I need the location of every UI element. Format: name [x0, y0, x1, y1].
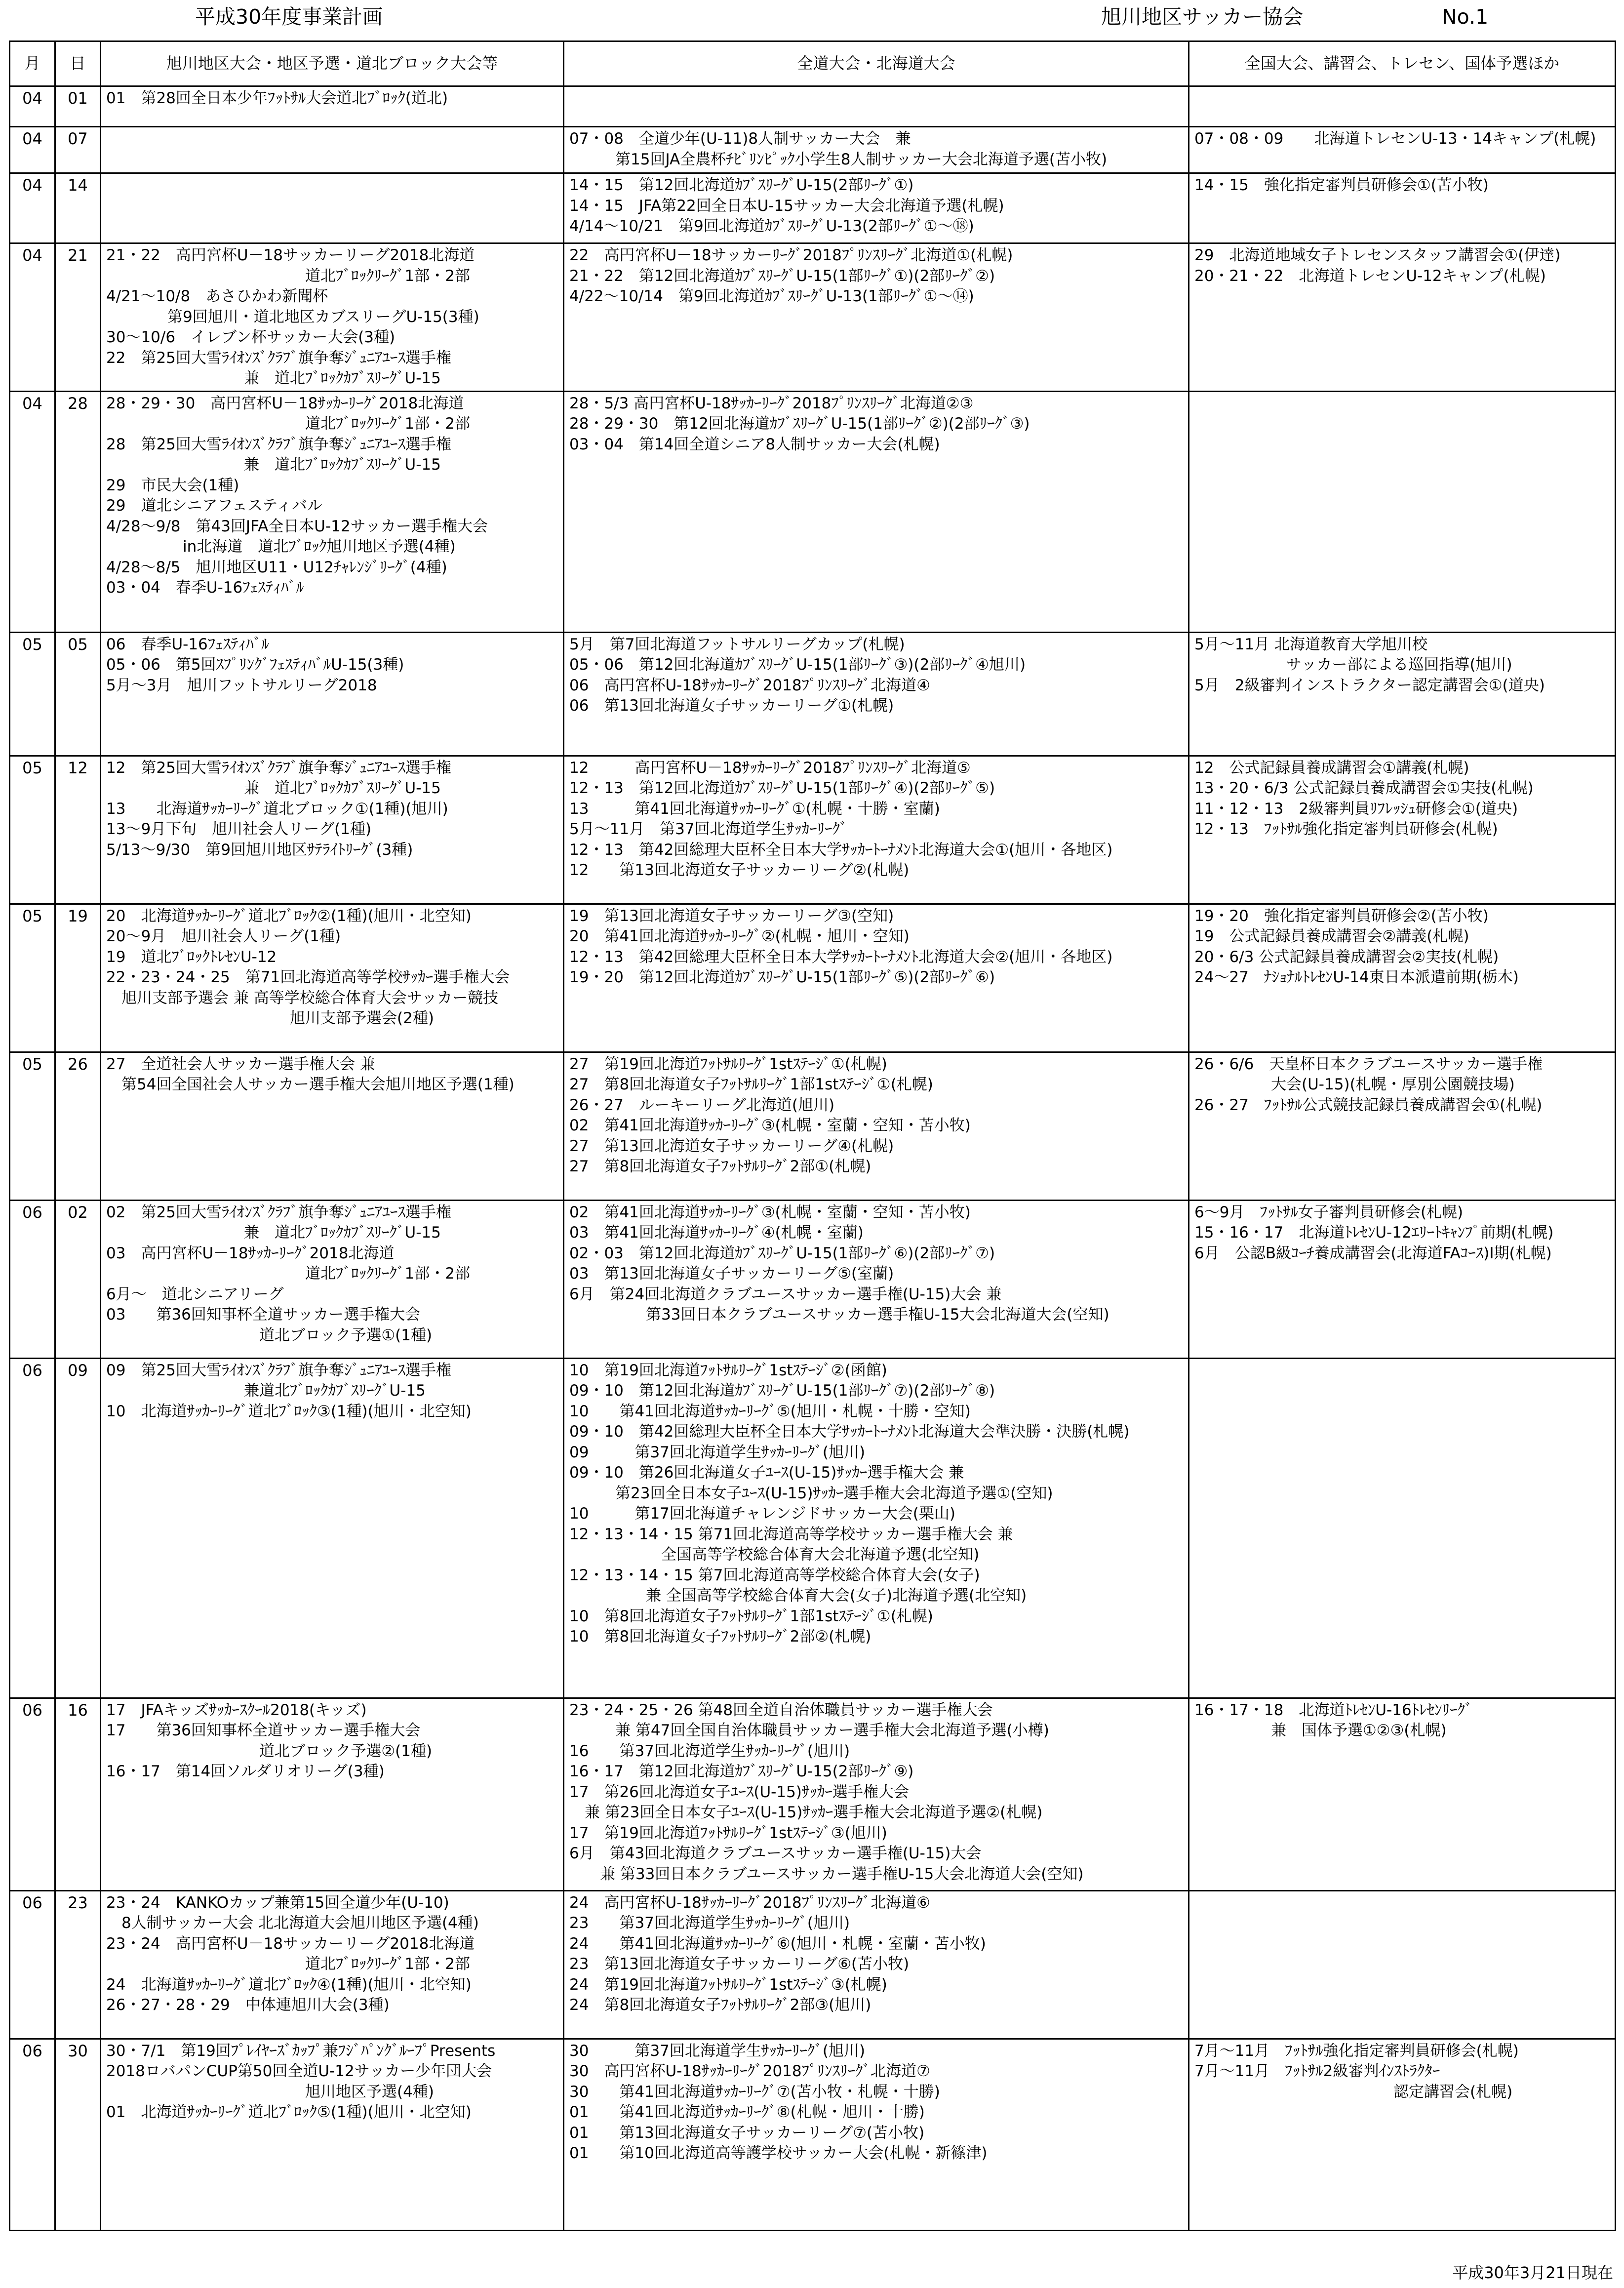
event-line: 22・23・24・25 第71回北海道高等学校ｻｯｶｰ選手権大会 [106, 968, 510, 986]
event-line: 01 第41回北海道ｻｯｶｰﾘｰｸﾞ⑧(札幌・旭川・十勝) [569, 2103, 925, 2121]
month-cell: 06 [10, 1358, 55, 1698]
event-line: 12・13 第12回北海道ｶﾌﾞｽﾘｰｸﾞU-15(1部ﾘｰｸﾞ④)(2部ﾘｰｸﾞ⑤) [569, 779, 995, 797]
column-header-day: 日 [55, 41, 101, 86]
table-row [10, 1890, 1616, 2039]
hokkaido-events-cell [564, 243, 1189, 392]
event-line: 28 第25回大雪ﾗｲｵﾝｽﾞｸﾗﾌﾞ旗争奪ｼﾞｭﾆｱﾕｰｽ選手権 [106, 435, 451, 453]
table-row [10, 1200, 1616, 1358]
table-row [10, 1358, 1616, 1698]
table-header-row [10, 41, 1616, 86]
event-line: 03・04 第14回全道シニア8人制サッカー大会(札幌) [569, 435, 940, 453]
event-line: 12・13 第42回総理大臣杯全日本大学ｻｯｶｰﾄｰﾅﾒﾝﾄ北海道大会①(旭川・各地区) [569, 841, 1113, 859]
event-line: 17 第26回北海道女子ﾕｰｽ(U-15)ｻｯｶｰ選手権大会 [569, 1783, 909, 1801]
event-line: 06 高円宮杯U-18ｻｯｶｰﾘｰｸﾞ2018ﾌﾟﾘﾝｽﾘｰｸﾞ北海道④ [569, 676, 930, 694]
month-cell: 04 [10, 86, 55, 127]
event-line: 12・13・14・15 第71回北海道高等学校サッカー選手権大会 兼 [569, 1525, 1013, 1543]
event-line: 29 北海道地域女子トレセンスタッフ講習会①(伊達) [1194, 246, 1561, 264]
hokkaido-events-cell [564, 1200, 1189, 1358]
event-line: 02・03 第12回北海道ｶﾌﾞｽﾘｰｸﾞU-15(1部ﾘｰｸﾞ⑥)(2部ﾘｰｸﾞ⑦) [569, 1244, 995, 1262]
day-cell: 09 [55, 1358, 101, 1698]
event-line: 10 第8回北海道女子ﾌｯﾄｻﾙﾘｰｸﾞ1部1stｽﾃｰｼﾞ①(札幌) [569, 1607, 933, 1625]
column-header-local: 旭川地区大会・地区予選・道北ブロック大会等 [101, 41, 564, 86]
event-line: 14・15 第12回北海道ｶﾌﾞｽﾘｰｸﾞU-15(2部ﾘｰｸﾞ①) [569, 176, 914, 194]
national-events-cell [1189, 391, 1616, 632]
event-line: 兼 全国高等学校総合体育大会(女子)北海道予選(北空知) [569, 1587, 1027, 1605]
local-events-cell [101, 86, 564, 127]
event-line: 17 JFAキッズｻｯｶｰｽｸｰﾙ2018(キッズ) [106, 1701, 367, 1719]
event-line: 5月～11月 第37回北海道学生ｻｯｶｰﾘｰｸﾞ [569, 820, 848, 838]
table-row [10, 86, 1616, 127]
event-line: 7月～11月 ﾌｯﾄｻﾙ2級審判ｲﾝｽﾄﾗｸﾀｰ [1194, 2062, 1440, 2080]
event-line: 4/28～9/8 第43回JFA全日本U-12サッカー選手権大会 [106, 517, 488, 535]
event-line: 27 全道社会人サッカー選手権大会 兼 [106, 1055, 375, 1073]
event-line: 23・24 KANKOカップ兼第15回全道少年(U-10) [106, 1893, 449, 1912]
event-line: 30・7/1 第19回ﾌﾟﾚｲﾔｰｽﾞｶｯﾌﾟ兼ﾌｼﾞﾊﾟﾝｸﾞﾙｰﾌﾟPresents [106, 2042, 496, 2060]
event-line: 09 第25回大雪ﾗｲｵﾝｽﾞｸﾗﾌﾞ旗争奪ｼﾞｭﾆｱﾕｰｽ選手権 [106, 1361, 451, 1379]
event-line: 06 春季U-16ﾌｪｽﾃｨﾊﾞﾙ [106, 635, 269, 653]
event-line: 05・06 第5回ｽﾌﾟﾘﾝｸﾞﾌｪｽﾃｨﾊﾞﾙU-15(3種) [106, 656, 404, 674]
hokkaido-events-cell [564, 86, 1189, 127]
event-line: 6～9月 ﾌｯﾄｻﾙ女子審判員研修会(札幌) [1194, 1203, 1464, 1221]
event-line: 旭川支部予選会(2種) [106, 1009, 434, 1027]
table-row [10, 173, 1616, 243]
event-line: 03 第41回北海道ｻｯｶｰﾘｰｸﾞ④(札幌・室蘭) [569, 1224, 864, 1242]
month-cell: 04 [10, 243, 55, 392]
event-line: 26・27 ルーキーリーグ北海道(旭川) [569, 1096, 835, 1114]
table-row [10, 243, 1616, 392]
event-line: 02 第41回北海道ｻｯｶｰﾘｰｸﾞ③(札幌・室蘭・空知・苫小牧) [569, 1203, 971, 1221]
event-line: 09・10 第42回総理大臣杯全日本大学ｻｯｶｰﾄｰﾅﾒﾝﾄ北海道大会準決勝・決勝(札幌) [569, 1423, 1130, 1441]
month-cell: 05 [10, 904, 55, 1052]
column-header-hokkaido: 全道大会・北海道大会 [564, 41, 1189, 86]
event-line: 21・22 第12回北海道ｶﾌﾞｽﾘｰｸﾞU-15(1部ﾘｰｸﾞ①)(2部ﾘｰｸﾞ②) [569, 267, 995, 285]
event-line: 12・13 第42回総理大臣杯全日本大学ｻｯｶｰﾄｰﾅﾒﾝﾄ北海道大会②(旭川・各地区) [569, 948, 1113, 966]
event-line: 10 第41回北海道ｻｯｶｰﾘｰｸﾞ⑤(旭川・札幌・十勝・空知) [569, 1402, 971, 1420]
national-events-cell [1189, 1052, 1616, 1200]
event-line: 24 第8回北海道女子ﾌｯﾄｻﾙﾘｰｸﾞ2部③(旭川) [569, 1996, 871, 2014]
event-line: 24 第19回北海道ﾌｯﾄｻﾙﾘｰｸﾞ1stｽﾃｰｼﾞ③(札幌) [569, 1975, 887, 1994]
event-line: 19・20 第12回北海道ｶﾌﾞｽﾘｰｸﾞU-15(1部ﾘｰｸﾞ⑤)(2部ﾘｰｸﾞ⑥) [569, 968, 995, 986]
event-line: 5月～3月 旭川フットサルリーグ2018 [106, 676, 377, 694]
event-line: 13 第41回北海道ｻｯｶｰﾘｰｸﾞ①(札幌・十勝・室蘭) [569, 800, 940, 818]
national-events-cell [1189, 173, 1616, 243]
event-line: 兼 第33回日本クラブユースサッカー選手権U-15大会北海道大会(空知) [569, 1865, 1084, 1883]
month-cell: 06 [10, 2039, 55, 2230]
event-line: 第15回JA全農杯ﾁﾋﾞﾘﾝﾋﾟｯｸ小学生8人制サッカー大会北海道予選(苫小牧) [569, 150, 1108, 168]
event-line: 01 第13回北海道女子サッカーリーグ⑦(苫小牧) [569, 2124, 925, 2142]
local-events-cell [101, 243, 564, 392]
month-cell: 04 [10, 173, 55, 243]
event-line: 6月 公認B級ｺｰﾁ養成講習会(北海道FAｺｰｽ)Ⅰ期(札幌) [1194, 1244, 1552, 1262]
event-line: 道北ﾌﾞﾛｯｸﾘｰｸﾞ1部・2部 [106, 1955, 470, 1973]
event-line: 12・13 ﾌｯﾄｻﾙ強化指定審判員研修会(札幌) [1194, 820, 1498, 838]
local-events-cell [101, 904, 564, 1052]
event-line: 27 第13回北海道女子サッカーリーグ④(札幌) [569, 1137, 894, 1155]
day-cell: 28 [55, 391, 101, 632]
national-events-cell [1189, 1200, 1616, 1358]
event-line: 17 第36回知事杯全道サッカー選手権大会 [106, 1722, 421, 1739]
event-line: 27 第19回北海道ﾌｯﾄｻﾙﾘｰｸﾞ1stｽﾃｰｼﾞ①(札幌) [569, 1055, 887, 1073]
event-line: 28・5/3 高円宮杯U-18ｻｯｶｰﾘｰｸﾞ2018ﾌﾟﾘﾝｽﾘｰｸﾞ北海道②③ [569, 394, 974, 412]
event-line: 兼道北ﾌﾞﾛｯｸｶﾌﾞｽﾘｰｸﾞU-15 [106, 1382, 426, 1400]
local-events-cell [101, 1052, 564, 1200]
hokkaido-events-cell [564, 756, 1189, 904]
hokkaido-events-cell [564, 127, 1189, 173]
hokkaido-events-cell [564, 391, 1189, 632]
event-line: 26・6/6 天皇杯日本クラブユースサッカー選手権 [1194, 1055, 1543, 1073]
event-line: 10 第8回北海道女子ﾌｯﾄｻﾙﾘｰｸﾞ2部②(札幌) [569, 1628, 871, 1646]
table-row [10, 756, 1616, 904]
local-events-cell [101, 2039, 564, 2230]
event-line: 23・24・25・26 第48回全道自治体職員サッカー選手権大会 [569, 1701, 993, 1719]
event-line: 28・29・30 高円宮杯U－18ｻｯｶｰﾘｰｸﾞ2018北海道 [106, 394, 464, 412]
hokkaido-events-cell [564, 904, 1189, 1052]
event-line: 02 第41回北海道ｻｯｶｰﾘｰｸﾞ③(札幌・室蘭・空知・苫小牧) [569, 1117, 971, 1134]
event-line: 12 第25回大雪ﾗｲｵﾝｽﾞｸﾗﾌﾞ旗争奪ｼﾞｭﾆｱﾕｰｽ選手権 [106, 759, 451, 777]
national-events-cell [1189, 243, 1616, 392]
event-line: 12 公式記録員養成講習会①講義(札幌) [1194, 759, 1469, 777]
local-events-cell [101, 1890, 564, 2039]
event-line: 22 高円宮杯U－18サッカーﾘｰｸﾞ2018ﾌﾟﾘﾝｽﾘｰｸﾞ北海道①(札幌) [569, 246, 1013, 264]
event-line: 12 第13回北海道女子サッカーリーグ②(札幌) [569, 861, 910, 879]
event-line: 道北ﾌﾞﾛｯｸﾘｰｸﾞ1部・2部 [106, 415, 470, 433]
event-line: 11・12・13 2級審判員ﾘﾌﾚｯｼｭ研修会①(道央) [1194, 800, 1518, 818]
event-line: 24 高円宮杯U-18ｻｯｶｰﾘｰｸﾞ2018ﾌﾟﾘﾝｽﾘｰｸﾞ北海道⑥ [569, 1893, 930, 1912]
event-line: 09・10 第12回北海道ｶﾌﾞｽﾘｰｸﾞU-15(1部ﾘｰｸﾞ⑦)(2部ﾘｰｸﾞ⑧) [569, 1382, 995, 1400]
day-cell: 01 [55, 86, 101, 127]
day-cell: 02 [55, 1200, 101, 1358]
day-cell: 23 [55, 1890, 101, 2039]
event-line: 05・06 第12回北海道ｶﾌﾞｽﾘｰｸﾞU-15(1部ﾘｰｸﾞ③)(2部ﾘｰｸﾞ④旭川) [569, 656, 1026, 674]
event-line: 4/21～10/8 あさひかわ新聞杯 [106, 287, 328, 305]
event-line: 03 第36回知事杯全道サッカー選手権大会 [106, 1306, 421, 1324]
day-cell: 26 [55, 1052, 101, 1200]
event-line: 道北ブロック予選②(1種) [106, 1742, 433, 1760]
event-line: 09 第37回北海道学生ｻｯｶｰﾘｰｸﾞ(旭川) [569, 1443, 866, 1461]
hokkaido-events-cell [564, 2039, 1189, 2230]
table-row [10, 127, 1616, 173]
page-number: No.1 [1442, 5, 1489, 29]
event-line: 23 第37回北海道学生ｻｯｶｰﾘｰｸﾞ(旭川) [569, 1914, 850, 1932]
event-line: 第54回全国社会人サッカー選手権大会旭川地区予選(1種) [106, 1076, 515, 1093]
event-line: 19 道北ﾌﾞﾛｯｸﾄﾚｾﾝU-12 [106, 948, 277, 966]
national-events-cell [1189, 632, 1616, 756]
event-line: 30 第41回北海道ｻｯｶｰﾘｰｸﾞ⑦(苫小牧・札幌・十勝) [569, 2083, 940, 2101]
local-events-cell [101, 127, 564, 173]
event-line: 16・17・18 北海道ﾄﾚｾﾝU-16ﾄﾚｾﾝﾘｰｸﾞ [1194, 1701, 1473, 1719]
event-line: 2018ロバパンCUP第50回全道U-12サッカー少年団大会 [106, 2062, 492, 2080]
event-line: 10 第19回北海道ﾌｯﾄｻﾙﾘｰｸﾞ1stｽﾃｰｼﾞ②(函館) [569, 1361, 887, 1379]
event-line: 23・24 高円宮杯U－18サッカーリーグ2018北海道 [106, 1934, 475, 1953]
event-line: 22 第25回大雪ﾗｲｵﾝｽﾞｸﾗﾌﾞ旗争奪ｼﾞｭﾆｱﾕｰｽ選手権 [106, 349, 451, 367]
event-line: 20・6/3 公式記録員養成講習会②実技(札幌) [1194, 948, 1499, 966]
month-cell: 04 [10, 127, 55, 173]
event-line: 道北ﾌﾞﾛｯｸﾘｰｸﾞ1部・2部 [106, 267, 470, 285]
event-line: 01 北海道ｻｯｶｰﾘｰｸﾞ道北ﾌﾞﾛｯｸ⑤(1種)(旭川・北空知) [106, 2103, 472, 2121]
event-line: 06 第13回北海道女子サッカーリーグ①(札幌) [569, 697, 894, 715]
hokkaido-events-cell [564, 1358, 1189, 1698]
event-line: 30 高円宮杯U-18ｻｯｶｰﾘｰｸﾞ2018ﾌﾟﾘﾝｽﾘｰｸﾞ北海道⑦ [569, 2062, 930, 2080]
column-header-national: 全国大会、講習会、トレセン、国体予選ほか [1189, 41, 1616, 86]
national-events-cell [1189, 86, 1616, 127]
event-line: 29 道北シニアフェスティバル [106, 497, 322, 515]
event-line: 21・22 高円宮杯U－18サッカーリーグ2018北海道 [106, 246, 475, 264]
event-line: 13 北海道ｻｯｶｰﾘｰｸﾞ道北ブロック①(1種)(旭川) [106, 800, 448, 818]
event-line: 6月～ 道北シニアリーグ [106, 1285, 284, 1303]
event-line: 02 第25回大雪ﾗｲｵﾝｽﾞｸﾗﾌﾞ旗争奪ｼﾞｭﾆｱﾕｰｽ選手権 [106, 1203, 451, 1221]
event-line: 15・16・17 北海道ﾄﾚｾﾝU-12ｴﾘｰﾄｷｬﾝﾌﾟ前期(札幌) [1194, 1224, 1554, 1242]
table-row [10, 2039, 1616, 2230]
event-line: 20 北海道ｻｯｶｰﾘｰｸﾞ道北ﾌﾞﾛｯｸ②(1種)(旭川・北空知) [106, 907, 472, 925]
local-events-cell [101, 1358, 564, 1698]
event-line: 5/13～9/30 第9回旭川地区ｻﾃﾗｲﾄﾘｰｸﾞ(3種) [106, 841, 413, 859]
event-line: 30～10/6 イレブン杯サッカー大会(3種) [106, 328, 396, 346]
event-line: 20 第41回北海道ｻｯｶｰﾘｰｸﾞ②(札幌・旭川・空知) [569, 927, 910, 945]
event-line: 30 第37回北海道学生ｻｯｶｰﾘｰｸﾞ(旭川) [569, 2042, 866, 2060]
event-line: 29 市民大会(1種) [106, 476, 239, 494]
event-line: 09・10 第26回北海道女子ﾕｰｽ(U-15)ｻｯｶｰ選手権大会 兼 [569, 1464, 964, 1482]
event-line: 8人制サッカー大会 北北海道大会旭川地区予選(4種) [106, 1914, 479, 1932]
national-events-cell [1189, 1890, 1616, 2039]
event-line: 01 第28回全日本少年ﾌｯﾄｻﾙ大会道北ﾌﾞﾛｯｸ(道北) [106, 89, 448, 107]
event-line: 5月 2級審判インストラクター認定講習会①(道央) [1194, 676, 1545, 694]
event-line: 03 第13回北海道女子サッカーリーグ⑤(室蘭) [569, 1265, 894, 1283]
event-line: 16・17 第12回北海道ｶﾌﾞｽﾘｰｸﾞU-15(2部ﾘｰｸﾞ⑨) [569, 1763, 914, 1780]
event-line: 道北ブロック予選①(1種) [106, 1326, 433, 1344]
day-cell: 14 [55, 173, 101, 243]
month-cell: 06 [10, 1698, 55, 1890]
event-line: 6月 第24回北海道クラブユースサッカー選手権(U-15)大会 兼 [569, 1285, 1002, 1303]
event-line: 14・15 JFA第22回全日本U-15サッカー大会北海道予選(札幌) [569, 197, 1004, 215]
event-line: 24～27 ﾅｼｮﾅﾙﾄﾚｾﾝU-14東日本派遣前期(栃木) [1194, 968, 1519, 986]
event-line: 4/28～8/5 旭川地区U11・U12ﾁｬﾚﾝｼﾞﾘｰｸﾞ(4種) [106, 558, 447, 576]
event-line: 20・21・22 北海道トレセンU-12キャンプ(札幌) [1194, 267, 1546, 285]
event-line: 5月～11月 北海道教育大学旭川校 [1194, 635, 1428, 653]
event-line: 07・08 全道少年(U-11)8人制サッカー大会 兼 [569, 130, 911, 148]
event-line: 26・27 ﾌｯﾄｻﾙ公式競技記録員養成講習会①(札幌) [1194, 1096, 1543, 1114]
national-events-cell [1189, 2039, 1616, 2230]
event-line: 03・04 春季U-16ﾌｪｽﾃｨﾊﾞﾙ [106, 579, 304, 597]
event-line: in北海道 道北ﾌﾞﾛｯｸ旭川地区予選(4種) [106, 538, 456, 556]
month-cell: 06 [10, 1890, 55, 2039]
day-cell: 12 [55, 756, 101, 904]
schedule-body [10, 86, 1616, 2231]
event-line: 兼 道北ﾌﾞﾛｯｸｶﾌﾞｽﾘｰｸﾞU-15 [106, 369, 441, 387]
event-line: 07・08・09 北海道トレセンU-13・14キャンプ(札幌) [1194, 130, 1596, 148]
event-line: 28・29・30 第12回北海道ｶﾌﾞｽﾘｰｸﾞU-15(1部ﾘｰｸﾞ②)(2部ﾘｰｸﾞ③) [569, 415, 1030, 433]
table-row [10, 1052, 1616, 1200]
local-events-cell [101, 1698, 564, 1890]
national-events-cell [1189, 904, 1616, 1052]
event-line: 19 公式記録員養成講習会②講義(札幌) [1194, 927, 1469, 945]
event-line: 12 高円宮杯U－18ｻｯｶｰﾘｰｸﾞ2018ﾌﾟﾘﾝｽﾘｰｸﾞ北海道⑤ [569, 759, 971, 777]
event-line: 27 第8回北海道女子ﾌｯﾄｻﾙﾘｰｸﾞ1部1stｽﾃｰｼﾞ①(札幌) [569, 1076, 933, 1093]
event-line: 7月～11月 ﾌｯﾄｻﾙ強化指定審判員研修会(札幌) [1194, 2042, 1519, 2060]
national-events-cell [1189, 756, 1616, 904]
event-line: 26・27・28・29 中体連旭川大会(3種) [106, 1996, 390, 2014]
event-line: 第9回旭川・道北地区カブスリーグU-15(3種) [106, 308, 479, 326]
event-line: 認定講習会(札幌) [1194, 2083, 1513, 2101]
local-events-cell [101, 173, 564, 243]
event-line: 10 北海道ｻｯｶｰﾘｰｸﾞ道北ﾌﾞﾛｯｸ③(1種)(旭川・北空知) [106, 1402, 472, 1420]
hokkaido-events-cell [564, 1052, 1189, 1200]
day-cell: 19 [55, 904, 101, 1052]
hokkaido-events-cell [564, 1698, 1189, 1890]
event-line: 兼 道北ﾌﾞﾛｯｸｶﾌﾞｽﾘｰｸﾞU-15 [106, 779, 441, 797]
event-line: 20～9月 旭川社会人リーグ(1種) [106, 927, 341, 945]
event-line: 道北ﾌﾞﾛｯｸﾘｰｸﾞ1部・2部 [106, 1265, 470, 1283]
hokkaido-events-cell [564, 632, 1189, 756]
schedule-table [9, 40, 1616, 2231]
national-events-cell [1189, 127, 1616, 173]
day-cell: 05 [55, 632, 101, 756]
event-line: 兼 道北ﾌﾞﾛｯｸｶﾌﾞｽﾘｰｸﾞU-15 [106, 1224, 441, 1242]
event-line: 01 第10回北海道高等護学校サッカー大会(札幌・新篠津) [569, 2144, 988, 2162]
event-line: 兼 道北ﾌﾞﾛｯｸｶﾌﾞｽﾘｰｸﾞU-15 [106, 456, 441, 474]
event-line: 19 第13回北海道女子サッカーリーグ③(空知) [569, 907, 894, 925]
local-events-cell [101, 1200, 564, 1358]
event-line: 4/14～10/21 第9回北海道ｶﾌﾞｽﾘｰｸﾞU-13(2部ﾘｰｸﾞ①～⑱) [569, 217, 974, 235]
table-row [10, 904, 1616, 1052]
event-line: 16・17 第14回ソルダリオリーグ(3種) [106, 1763, 385, 1780]
event-line: サッカー部による巡回指導(旭川) [1194, 656, 1512, 674]
table-row [10, 1698, 1616, 1890]
local-events-cell [101, 632, 564, 756]
event-line: 大会(U-15)(札幌・厚別公園競技場) [1194, 1076, 1515, 1093]
national-events-cell [1189, 1698, 1616, 1890]
event-line: 5月 第7回北海道フットサルリーグカップ(札幌) [569, 635, 905, 653]
event-line: 23 第13回北海道女子サッカーリーグ⑥(苫小牧) [569, 1955, 910, 1973]
event-line: 旭川地区予選(4種) [106, 2083, 434, 2101]
event-line: 13～9月下旬 旭川社会人リーグ(1種) [106, 820, 372, 838]
event-line: 全国高等学校総合体育大会北海道予選(北空知) [569, 1546, 980, 1564]
month-cell: 04 [10, 391, 55, 632]
national-events-cell [1189, 1358, 1616, 1698]
event-line: 17 第19回北海道ﾌｯﾄｻﾙﾘｰｸﾞ1stｽﾃｰｼﾞ③(旭川) [569, 1824, 887, 1842]
event-line: 旭川支部予選会 兼 高等学校総合体育大会サッカー競技 [106, 989, 499, 1007]
event-line: 13・20・6/3 公式記録員養成講習会①実技(札幌) [1194, 779, 1534, 797]
event-line: 24 北海道ｻｯｶｰﾘｰｸﾞ道北ﾌﾞﾛｯｸ④(1種)(旭川・北空知) [106, 1975, 472, 1994]
event-line: 12・13・14・15 第7回北海道高等学校総合体育大会(女子) [569, 1566, 980, 1584]
event-line: 27 第8回北海道女子ﾌｯﾄｻﾙﾘｰｸﾞ2部①(札幌) [569, 1158, 871, 1175]
local-events-cell [101, 756, 564, 904]
event-line: 兼 第47回全国自治体職員サッカー選手権大会北海道予選(小樽) [569, 1722, 1049, 1739]
organization-name: 旭川地区サッカー協会 [1101, 5, 1304, 29]
table-row [10, 632, 1616, 756]
event-line: 03 高円宮杯U－18ｻｯｶｰﾘｰｸﾞ2018北海道 [106, 1244, 395, 1262]
event-line: 4/22～10/14 第9回北海道ｶﾌﾞｽﾘｰｸﾞU-13(1部ﾘｰｸﾞ①～⑭) [569, 287, 974, 305]
month-cell: 05 [10, 1052, 55, 1200]
day-cell: 30 [55, 2039, 101, 2230]
date-stamp: 平成30年3月21日現在 [1452, 2263, 1613, 2282]
hokkaido-events-cell [564, 1890, 1189, 2039]
local-events-cell [101, 391, 564, 632]
day-cell: 16 [55, 1698, 101, 1890]
event-line: 第33回日本クラブユースサッカー選手権U-15大会北海道大会(空知) [569, 1306, 1109, 1324]
event-line: 10 第17回北海道チャレンジドサッカー大会(栗山) [569, 1505, 955, 1523]
event-line: 兼 国体予選①②③(札幌) [1194, 1722, 1447, 1739]
month-cell: 05 [10, 756, 55, 904]
hokkaido-events-cell [564, 173, 1189, 243]
month-cell: 05 [10, 632, 55, 756]
table-row [10, 391, 1616, 632]
event-line: 6月 第43回北海道クラブユースサッカー選手権(U-15)大会 [569, 1845, 982, 1862]
day-cell: 07 [55, 127, 101, 173]
column-header-month: 月 [10, 41, 55, 86]
page-title: 平成30年度事業計画 [195, 5, 383, 29]
event-line: 兼 第23回全日本女子ﾕｰｽ(U-15)ｻｯｶｰ選手権大会北海道予選②(札幌) [569, 1804, 1043, 1821]
event-line: 14・15 強化指定審判員研修会①(苫小牧) [1194, 176, 1489, 194]
day-cell: 21 [55, 243, 101, 392]
month-cell: 06 [10, 1200, 55, 1358]
event-line: 24 第41回北海道ｻｯｶｰﾘｰｸﾞ⑥(旭川・札幌・室蘭・苫小牧) [569, 1934, 986, 1953]
event-line: 16 第37回北海道学生ｻｯｶｰﾘｰｸﾞ(旭川) [569, 1742, 850, 1760]
event-line: 19・20 強化指定審判員研修会②(苫小牧) [1194, 907, 1489, 925]
event-line: 第23回全日本女子ﾕｰｽ(U-15)ｻｯｶｰ選手権大会北海道予選①(空知) [569, 1484, 1053, 1502]
